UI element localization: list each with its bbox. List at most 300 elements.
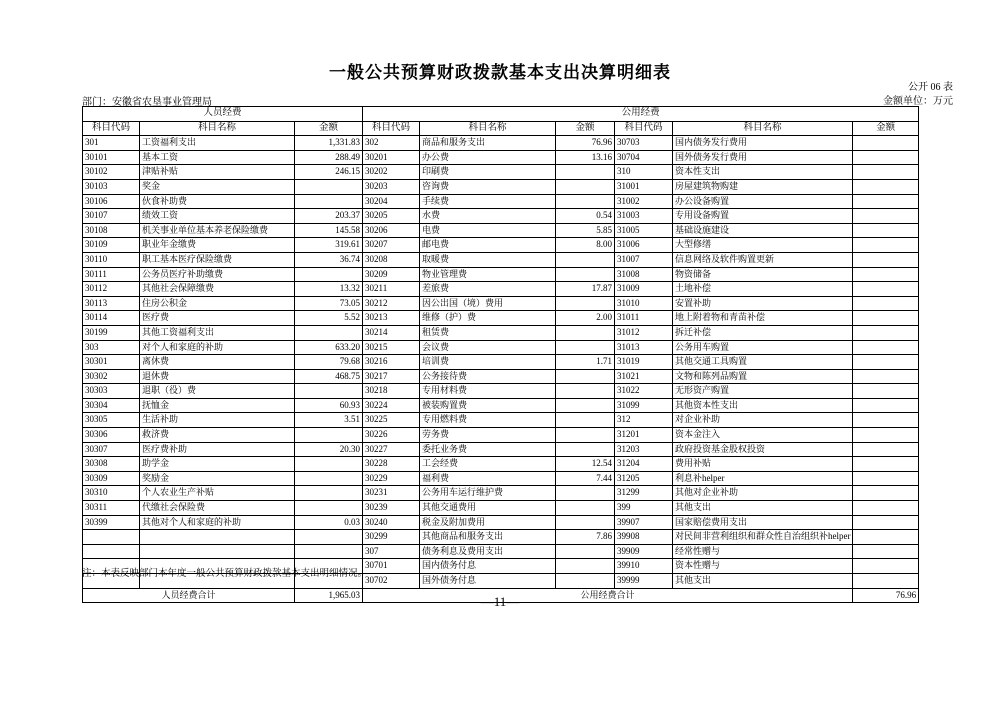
col-code-personnel: 科目代码 bbox=[83, 121, 140, 136]
cell-name-public-2: 其他资本性支出 bbox=[673, 398, 853, 413]
cell-name-public-1: 邮电费 bbox=[420, 238, 556, 253]
cell-name-personnel: 奖励金 bbox=[140, 471, 295, 486]
cell-code-public-2: 31003 bbox=[615, 209, 673, 224]
cell-name-public-1: 租赁费 bbox=[420, 325, 556, 340]
cell-amount-public-1 bbox=[556, 559, 615, 574]
cell-amount-public-2 bbox=[853, 179, 919, 194]
cell-code-public-1: 30207 bbox=[363, 238, 420, 253]
cell-amount-public-1 bbox=[556, 413, 615, 428]
table-row bbox=[83, 486, 919, 501]
cell-name-public-2: 资本性支出 bbox=[673, 165, 853, 180]
cell-amount-public-2 bbox=[853, 384, 919, 399]
cell-code-personnel: 30310 bbox=[83, 486, 140, 501]
cell-name-personnel: 生活补助 bbox=[140, 413, 295, 428]
cell-code-personnel: 30308 bbox=[83, 457, 140, 472]
cell-name-personnel bbox=[140, 530, 295, 545]
table-row bbox=[83, 296, 919, 311]
cell-name-personnel: 助学金 bbox=[140, 457, 295, 472]
cell-amount-personnel: 3.51 bbox=[295, 413, 363, 428]
cell-amount-public-1: 5.85 bbox=[556, 223, 615, 238]
cell-amount-public-2 bbox=[853, 252, 919, 267]
cell-code-personnel: 30306 bbox=[83, 428, 140, 443]
table-row bbox=[83, 428, 919, 443]
cell-code-public-2: 39907 bbox=[615, 515, 673, 530]
cell-amount-public-2 bbox=[853, 311, 919, 326]
cell-code-public-1: 30209 bbox=[363, 267, 420, 282]
cell-code-public-1: 30201 bbox=[363, 150, 420, 165]
cell-code-public-2: 31002 bbox=[615, 194, 673, 209]
cell-amount-personnel bbox=[295, 384, 363, 399]
table-row bbox=[83, 136, 919, 151]
group-header-personnel: 人员经费 bbox=[83, 107, 363, 122]
cell-amount-public-2 bbox=[853, 267, 919, 282]
cell-code-personnel: 30111 bbox=[83, 267, 140, 282]
cell-code-public-2: 39910 bbox=[615, 559, 673, 574]
table-row bbox=[83, 179, 919, 194]
cell-code-personnel: 30108 bbox=[83, 223, 140, 238]
cell-name-public-1: 维修（护）费 bbox=[420, 311, 556, 326]
cell-amount-public-2 bbox=[853, 457, 919, 472]
cell-code-public-1: 30239 bbox=[363, 501, 420, 516]
table-row bbox=[83, 150, 919, 165]
cell-code-public-1: 30218 bbox=[363, 384, 420, 399]
cell-amount-public-1: 7.44 bbox=[556, 471, 615, 486]
cell-code-public-2: 31021 bbox=[615, 369, 673, 384]
cell-name-public-1: 工会经费 bbox=[420, 457, 556, 472]
cell-name-personnel: 机关事业单位基本养老保险缴费 bbox=[140, 223, 295, 238]
cell-name-public-1: 物业管理费 bbox=[420, 267, 556, 282]
table-row bbox=[83, 384, 919, 399]
cell-code-public-2: 31204 bbox=[615, 457, 673, 472]
budget-detail-table bbox=[82, 106, 919, 603]
cell-name-public-2: 物资储备 bbox=[673, 267, 853, 282]
table-row bbox=[83, 238, 919, 253]
cell-code-public-1: 30215 bbox=[363, 340, 420, 355]
cell-code-public-1: 30211 bbox=[363, 282, 420, 297]
table-row bbox=[83, 544, 919, 559]
cell-name-personnel: 住房公积金 bbox=[140, 296, 295, 311]
public-table-label: 公开 06 表 bbox=[908, 82, 953, 93]
cell-amount-public-1: 76.96 bbox=[556, 136, 615, 151]
cell-amount-public-2 bbox=[853, 428, 919, 443]
cell-code-public-1: 30224 bbox=[363, 398, 420, 413]
cell-code-public-2: 39999 bbox=[615, 574, 673, 589]
cell-name-personnel: 其他对个人和家庭的补助 bbox=[140, 515, 295, 530]
cell-name-public-1: 培训费 bbox=[420, 355, 556, 370]
cell-name-public-1: 其他交通费用 bbox=[420, 501, 556, 516]
cell-amount-public-1 bbox=[556, 398, 615, 413]
table-row bbox=[83, 515, 919, 530]
cell-amount-public-1 bbox=[556, 442, 615, 457]
cell-amount-public-2 bbox=[853, 559, 919, 574]
cell-name-personnel: 其他社会保障缴费 bbox=[140, 282, 295, 297]
cell-amount-personnel: 1,331.83 bbox=[295, 136, 363, 151]
cell-name-public-1: 公务接待费 bbox=[420, 369, 556, 384]
group-header-public: 公用经费 bbox=[363, 107, 919, 122]
cell-code-personnel: 301 bbox=[83, 136, 140, 151]
cell-amount-personnel bbox=[295, 428, 363, 443]
cell-code-personnel: 30109 bbox=[83, 238, 140, 253]
cell-amount-personnel bbox=[295, 544, 363, 559]
cell-code-public-1: 30229 bbox=[363, 471, 420, 486]
cell-code-public-1: 30240 bbox=[363, 515, 420, 530]
cell-amount-public-1: 0.54 bbox=[556, 209, 615, 224]
page-number: —11— bbox=[480, 594, 520, 609]
table-row bbox=[83, 530, 919, 545]
cell-code-public-2: 310 bbox=[615, 165, 673, 180]
table-row bbox=[83, 325, 919, 340]
cell-name-public-2: 房屋建筑物购建 bbox=[673, 179, 853, 194]
total-personnel-value: 1,965.03 bbox=[295, 588, 363, 603]
cell-name-public-1: 咨询费 bbox=[420, 179, 556, 194]
page-title: 一般公共预算财政拨款基本支出决算明细表 bbox=[329, 63, 671, 82]
cell-amount-personnel: 60.93 bbox=[295, 398, 363, 413]
cell-amount-personnel: 633.20 bbox=[295, 340, 363, 355]
cell-amount-public-2 bbox=[853, 194, 919, 209]
cell-name-public-2: 其他交通工具购置 bbox=[673, 355, 853, 370]
cell-amount-personnel: 319.61 bbox=[295, 238, 363, 253]
cell-code-personnel: 30107 bbox=[83, 209, 140, 224]
cell-code-public-1: 30216 bbox=[363, 355, 420, 370]
cell-code-personnel: 30199 bbox=[83, 325, 140, 340]
cell-code-public-1: 30213 bbox=[363, 311, 420, 326]
table-row bbox=[83, 398, 919, 413]
cell-amount-public-1 bbox=[556, 501, 615, 516]
cell-name-public-1: 取暖费 bbox=[420, 252, 556, 267]
cell-amount-personnel bbox=[295, 501, 363, 516]
cell-amount-public-1: 2.00 bbox=[556, 311, 615, 326]
cell-name-public-1: 因公出国（境）费用 bbox=[420, 296, 556, 311]
cell-name-public-2: 拆迁补偿 bbox=[673, 325, 853, 340]
cell-amount-public-1 bbox=[556, 515, 615, 530]
cell-name-personnel: 对个人和家庭的补助 bbox=[140, 340, 295, 355]
table-row bbox=[83, 194, 919, 209]
cell-name-public-1: 国外债务付息 bbox=[420, 574, 556, 589]
cell-amount-personnel bbox=[295, 194, 363, 209]
cell-amount-public-2 bbox=[853, 501, 919, 516]
table-row bbox=[83, 442, 919, 457]
col-amount-public-1: 金额 bbox=[556, 121, 615, 136]
cell-amount-public-1 bbox=[556, 428, 615, 443]
cell-name-public-1: 专用燃料费 bbox=[420, 413, 556, 428]
cell-code-public-2: 30704 bbox=[615, 150, 673, 165]
cell-name-public-2: 对民间非营利组织和群众性自治组织补helper bbox=[673, 530, 853, 545]
cell-name-personnel: 绩效工资 bbox=[140, 209, 295, 224]
cell-amount-public-2 bbox=[853, 282, 919, 297]
column-header-row bbox=[83, 121, 919, 136]
table-row bbox=[83, 282, 919, 297]
cell-code-personnel: 30311 bbox=[83, 501, 140, 516]
cell-name-public-1: 委托业务费 bbox=[420, 442, 556, 457]
cell-code-public-2: 30703 bbox=[615, 136, 673, 151]
cell-code-personnel: 30303 bbox=[83, 384, 140, 399]
cell-code-public-1: 30225 bbox=[363, 413, 420, 428]
cell-amount-public-2 bbox=[853, 296, 919, 311]
cell-amount-personnel: 79.68 bbox=[295, 355, 363, 370]
table-row bbox=[83, 369, 919, 384]
cell-amount-public-1: 13.16 bbox=[556, 150, 615, 165]
table-row bbox=[83, 311, 919, 326]
cell-code-public-1: 30701 bbox=[363, 559, 420, 574]
cell-name-public-2: 办公设备购置 bbox=[673, 194, 853, 209]
cell-code-public-1: 30217 bbox=[363, 369, 420, 384]
total-public-label: 公用经费合计 bbox=[363, 588, 853, 603]
cell-code-public-2: 31006 bbox=[615, 238, 673, 253]
cell-amount-personnel: 13.32 bbox=[295, 282, 363, 297]
cell-amount-public-2 bbox=[853, 223, 919, 238]
cell-amount-personnel bbox=[295, 486, 363, 501]
cell-code-public-1: 307 bbox=[363, 544, 420, 559]
cell-amount-public-1 bbox=[556, 267, 615, 282]
cell-name-personnel: 离休费 bbox=[140, 355, 295, 370]
cell-code-public-1: 30299 bbox=[363, 530, 420, 545]
cell-name-personnel bbox=[140, 544, 295, 559]
cell-code-public-1: 30203 bbox=[363, 179, 420, 194]
cell-amount-public-1 bbox=[556, 179, 615, 194]
cell-name-public-2: 其他对企业补助 bbox=[673, 486, 853, 501]
cell-name-personnel: 代缴社会保险费 bbox=[140, 501, 295, 516]
cell-name-personnel: 工资福利支出 bbox=[140, 136, 295, 151]
cell-amount-public-2 bbox=[853, 574, 919, 589]
cell-code-public-2: 31011 bbox=[615, 311, 673, 326]
cell-amount-public-2 bbox=[853, 325, 919, 340]
cell-name-public-1: 差旅费 bbox=[420, 282, 556, 297]
cell-code-public-1: 30204 bbox=[363, 194, 420, 209]
cell-amount-public-1: 1.71 bbox=[556, 355, 615, 370]
cell-code-public-1: 30702 bbox=[363, 574, 420, 589]
cell-amount-public-2 bbox=[853, 486, 919, 501]
cell-code-public-1: 30208 bbox=[363, 252, 420, 267]
cell-code-public-2: 31008 bbox=[615, 267, 673, 282]
col-name-personnel: 科目名称 bbox=[140, 121, 295, 136]
cell-code-personnel: 30302 bbox=[83, 369, 140, 384]
cell-code-public-1: 30205 bbox=[363, 209, 420, 224]
cell-code-personnel: 30399 bbox=[83, 515, 140, 530]
cell-name-personnel: 津贴补贴 bbox=[140, 165, 295, 180]
cell-code-public-2: 31099 bbox=[615, 398, 673, 413]
cell-code-personnel bbox=[83, 530, 140, 545]
cell-amount-public-2 bbox=[853, 369, 919, 384]
cell-code-personnel: 30112 bbox=[83, 282, 140, 297]
department-label: 部门：安徽省农垦事业管理局 bbox=[82, 97, 212, 108]
table-note bbox=[82, 565, 367, 579]
cell-amount-personnel: 145.58 bbox=[295, 223, 363, 238]
cell-name-public-2: 利息补helper bbox=[673, 471, 853, 486]
cell-name-public-1: 电费 bbox=[420, 223, 556, 238]
cell-amount-public-1 bbox=[556, 369, 615, 384]
cell-code-public-2: 31022 bbox=[615, 384, 673, 399]
cell-code-public-2: 39909 bbox=[615, 544, 673, 559]
cell-code-public-1: 30228 bbox=[363, 457, 420, 472]
cell-name-public-2: 资本性赠与 bbox=[673, 559, 853, 574]
table-note-text: 注：本表反映部门本年度一般公共预算财政拨款基本支出明细情况。 bbox=[82, 569, 368, 579]
cell-name-public-2: 国内债务发行费用 bbox=[673, 136, 853, 151]
cell-amount-personnel: 0.03 bbox=[295, 515, 363, 530]
cell-code-public-1: 30227 bbox=[363, 442, 420, 457]
cell-amount-public-2 bbox=[853, 515, 919, 530]
cell-name-public-1: 商品和服务支出 bbox=[420, 136, 556, 151]
cell-name-public-2: 大型修缮 bbox=[673, 238, 853, 253]
table-row bbox=[83, 340, 919, 355]
cell-amount-public-2 bbox=[853, 398, 919, 413]
cell-amount-public-2 bbox=[853, 238, 919, 253]
cell-code-public-1: 30226 bbox=[363, 428, 420, 443]
cell-amount-public-1 bbox=[556, 574, 615, 589]
cell-name-public-2: 无形资产购置 bbox=[673, 384, 853, 399]
table-row bbox=[83, 267, 919, 282]
table-row bbox=[83, 501, 919, 516]
cell-code-personnel: 30102 bbox=[83, 165, 140, 180]
cell-code-public-2: 31203 bbox=[615, 442, 673, 457]
cell-code-public-1: 30212 bbox=[363, 296, 420, 311]
cell-name-public-1: 公务用车运行维护费 bbox=[420, 486, 556, 501]
col-code-public-2: 科目代码 bbox=[615, 121, 673, 136]
col-amount-public-2: 金额 bbox=[853, 121, 919, 136]
cell-name-public-2: 政府投资基金股权投资 bbox=[673, 442, 853, 457]
cell-amount-public-1 bbox=[556, 165, 615, 180]
cell-amount-personnel bbox=[295, 457, 363, 472]
cell-name-personnel: 退休费 bbox=[140, 369, 295, 384]
cell-amount-personnel: 73.05 bbox=[295, 296, 363, 311]
table-row bbox=[83, 165, 919, 180]
cell-code-personnel: 30304 bbox=[83, 398, 140, 413]
cell-amount-public-1 bbox=[556, 252, 615, 267]
cell-name-public-2: 安置补助 bbox=[673, 296, 853, 311]
cell-amount-public-2 bbox=[853, 530, 919, 545]
cell-amount-personnel bbox=[295, 179, 363, 194]
cell-amount-personnel: 36.74 bbox=[295, 252, 363, 267]
cell-code-public-1: 30231 bbox=[363, 486, 420, 501]
cell-amount-personnel bbox=[295, 267, 363, 282]
cell-code-personnel: 30103 bbox=[83, 179, 140, 194]
cell-name-public-2: 土地补偿 bbox=[673, 282, 853, 297]
cell-amount-public-1: 8.00 bbox=[556, 238, 615, 253]
cell-amount-public-2 bbox=[853, 355, 919, 370]
col-name-public-1: 科目名称 bbox=[420, 121, 556, 136]
table-row bbox=[83, 355, 919, 370]
cell-name-personnel: 基本工资 bbox=[140, 150, 295, 165]
cell-name-public-1: 手续费 bbox=[420, 194, 556, 209]
cell-amount-public-2 bbox=[853, 165, 919, 180]
cell-name-personnel: 医疗费 bbox=[140, 311, 295, 326]
cell-code-personnel bbox=[83, 544, 140, 559]
cell-amount-personnel bbox=[295, 325, 363, 340]
cell-name-public-2: 经常性赠与 bbox=[673, 544, 853, 559]
cell-code-public-2: 31010 bbox=[615, 296, 673, 311]
cell-code-public-2: 31205 bbox=[615, 471, 673, 486]
cell-amount-public-1: 7.86 bbox=[556, 530, 615, 545]
cell-name-personnel: 其他工资福利支出 bbox=[140, 325, 295, 340]
cell-code-personnel: 30113 bbox=[83, 296, 140, 311]
cell-amount-personnel: 20.30 bbox=[295, 442, 363, 457]
cell-code-public-2: 31013 bbox=[615, 340, 673, 355]
cell-code-personnel: 30307 bbox=[83, 442, 140, 457]
cell-code-public-2: 31012 bbox=[615, 325, 673, 340]
cell-amount-personnel: 246.15 bbox=[295, 165, 363, 180]
cell-name-personnel: 奖金 bbox=[140, 179, 295, 194]
table-row bbox=[83, 471, 919, 486]
cell-code-public-1: 30206 bbox=[363, 223, 420, 238]
cell-name-public-2: 公务用车购置 bbox=[673, 340, 853, 355]
total-personnel-label: 人员经费合计 bbox=[83, 588, 295, 603]
cell-code-public-2: 31201 bbox=[615, 428, 673, 443]
cell-code-public-2: 31009 bbox=[615, 282, 673, 297]
cell-code-personnel: 30106 bbox=[83, 194, 140, 209]
cell-name-public-1: 福利费 bbox=[420, 471, 556, 486]
cell-name-public-1: 其他商品和服务支出 bbox=[420, 530, 556, 545]
col-name-public-2: 科目名称 bbox=[673, 121, 853, 136]
cell-code-public-1: 30202 bbox=[363, 165, 420, 180]
cell-amount-personnel bbox=[295, 530, 363, 545]
cell-name-public-1: 会议费 bbox=[420, 340, 556, 355]
cell-amount-public-2 bbox=[853, 150, 919, 165]
cell-amount-personnel: 288.49 bbox=[295, 150, 363, 165]
cell-name-public-1: 印刷费 bbox=[420, 165, 556, 180]
cell-code-public-2: 31001 bbox=[615, 179, 673, 194]
cell-name-personnel: 救济费 bbox=[140, 428, 295, 443]
table-row bbox=[83, 457, 919, 472]
cell-amount-public-1 bbox=[556, 340, 615, 355]
cell-name-personnel: 抚恤金 bbox=[140, 398, 295, 413]
cell-amount-personnel: 5.52 bbox=[295, 311, 363, 326]
cell-name-public-1: 水费 bbox=[420, 209, 556, 224]
cell-amount-public-1: 12.54 bbox=[556, 457, 615, 472]
group-header-row bbox=[83, 107, 919, 122]
table-row bbox=[83, 209, 919, 224]
cell-name-public-2: 费用补贴 bbox=[673, 457, 853, 472]
cell-name-public-1: 债务利息及费用支出 bbox=[420, 544, 556, 559]
cell-name-personnel: 医疗费补助 bbox=[140, 442, 295, 457]
cell-name-public-2: 信息网络及软件购置更新 bbox=[673, 252, 853, 267]
cell-amount-public-2 bbox=[853, 340, 919, 355]
cell-amount-personnel bbox=[295, 471, 363, 486]
cell-code-public-2: 31019 bbox=[615, 355, 673, 370]
cell-code-personnel: 30309 bbox=[83, 471, 140, 486]
cell-name-personnel: 伙食补助费 bbox=[140, 194, 295, 209]
cell-name-public-1: 税金及附加费用 bbox=[420, 515, 556, 530]
cell-name-public-1: 劳务费 bbox=[420, 428, 556, 443]
cell-code-personnel: 30110 bbox=[83, 252, 140, 267]
cell-name-public-1: 专用材料费 bbox=[420, 384, 556, 399]
cell-name-public-1: 国内债务付息 bbox=[420, 559, 556, 574]
cell-amount-public-1 bbox=[556, 325, 615, 340]
cell-amount-public-1 bbox=[556, 194, 615, 209]
cell-name-public-2: 其他支出 bbox=[673, 501, 853, 516]
cell-name-personnel: 职业年金缴费 bbox=[140, 238, 295, 253]
cell-name-public-1: 被装购置费 bbox=[420, 398, 556, 413]
cell-name-public-2: 国家赔偿费用支出 bbox=[673, 515, 853, 530]
cell-amount-public-2 bbox=[853, 544, 919, 559]
cell-name-public-2: 对企业补助 bbox=[673, 413, 853, 428]
cell-code-personnel: 30114 bbox=[83, 311, 140, 326]
cell-code-public-2: 39908 bbox=[615, 530, 673, 545]
cell-amount-public-2 bbox=[853, 209, 919, 224]
cell-amount-personnel: 468.75 bbox=[295, 369, 363, 384]
table-row bbox=[83, 252, 919, 267]
cell-name-public-2: 国外债务发行费用 bbox=[673, 150, 853, 165]
col-code-public-1: 科目代码 bbox=[363, 121, 420, 136]
cell-code-public-1: 302 bbox=[363, 136, 420, 151]
cell-code-public-2: 399 bbox=[615, 501, 673, 516]
amount-unit-label: 金额单位：万元 bbox=[883, 96, 953, 107]
cell-name-public-2: 其他支出 bbox=[673, 574, 853, 589]
cell-amount-public-1 bbox=[556, 384, 615, 399]
cell-amount-public-1 bbox=[556, 296, 615, 311]
cell-code-personnel: 30101 bbox=[83, 150, 140, 165]
cell-name-public-2: 专用设备购置 bbox=[673, 209, 853, 224]
cell-amount-public-1 bbox=[556, 486, 615, 501]
cell-code-personnel: 30301 bbox=[83, 355, 140, 370]
